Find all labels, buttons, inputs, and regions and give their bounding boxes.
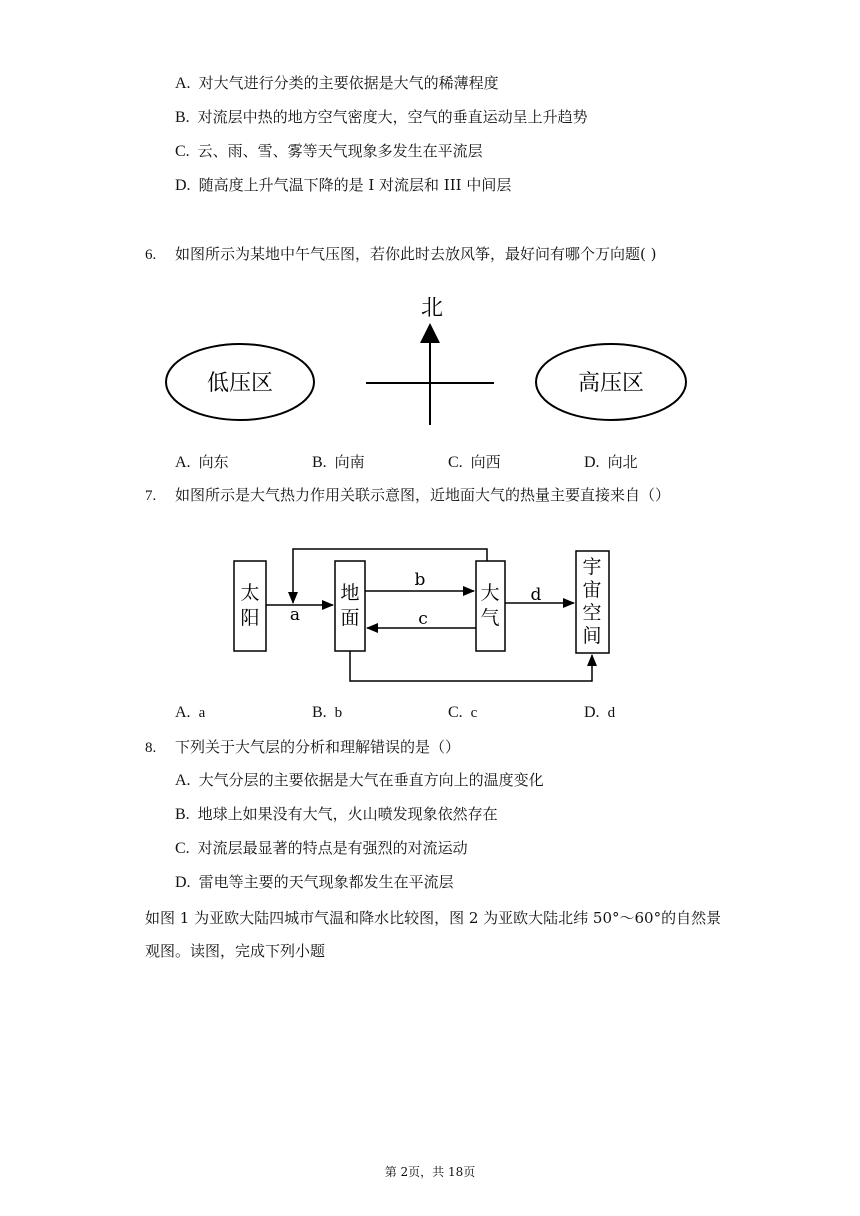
question-number: 6. [145,247,157,263]
option-text: a [198,705,206,721]
option-text: 地球上如果没有大气，火山喷发现象依然存在 [197,805,498,823]
option-text: 对流层中热的地方空气密度大，空气的垂直运动呈上升趋势 [197,108,588,126]
option-text: 向东 [198,453,229,471]
option-letter: D. [584,454,600,471]
question-number: 8. [145,740,157,756]
q6-option-b [312,451,365,472]
option-text: d [607,705,616,721]
label-a: a [289,605,301,625]
q8-option-d [175,871,454,892]
ground-label-2: 面 [340,607,360,629]
option-letter: A. [175,772,191,789]
option-text: 向北 [607,453,638,471]
q6-option-d [584,451,638,472]
option-letter: C. [175,143,190,160]
option-letter: A. [175,454,191,471]
label-c: c [418,609,428,629]
question-number: 7. [145,488,157,504]
option-text: 随高度上升气温下降的是 I 对流层和 III 中间层 [198,176,512,194]
ground-box [335,561,365,651]
option-text: 向西 [470,453,501,471]
option-text: 向南 [334,453,365,471]
option-letter: D. [175,177,191,194]
option-text: 雷电等主要的天气现象都发生在平流层 [198,873,454,891]
page-footer: 第 2页，共 18页 [384,1165,476,1179]
space-label-4: 间 [582,625,602,647]
option-letter: B. [312,704,327,721]
q7-option-b [312,703,342,722]
q8-option-c [175,837,468,858]
arrow-atmosphere-to-ground-loop [293,549,487,603]
option-letter: B. [312,454,327,471]
high-pressure-label: 高压区 [577,371,645,396]
question-text: 如图所示是大气热力作用关联示意图，近地面大气的热量主要直接来自（） [175,486,671,504]
space-label-1: 宇 [582,556,602,578]
q8-stem [145,736,460,757]
option-text: c [470,705,478,721]
q7-option-a [175,703,205,722]
low-pressure-label: 低压区 [206,371,274,396]
label-d: d [530,585,542,605]
q8-option-a [175,769,544,790]
sun-box [234,561,266,651]
space-label-3: 空 [582,602,602,624]
q6-option-c [448,451,501,472]
option-text: 对大气进行分类的主要依据是大气的稀薄程度 [198,74,499,92]
q7-option-d [584,703,615,722]
intro-line-2: 观图。读图，完成下列小题 [145,942,326,960]
q7-option-c [448,703,477,722]
atmosphere-label-1: 大 [480,582,500,604]
option-text: 云、雨、雪、雾等天气现象多发生在平流层 [197,142,483,160]
option-letter: A. [175,75,191,92]
option-letter: D. [584,704,600,721]
north-label: 北 [420,296,444,321]
q5-option-b [175,106,588,127]
option-letter: C. [448,704,463,721]
q6-option-a [175,451,229,472]
q5-option-c [175,140,483,161]
option-letter: B. [175,806,190,823]
option-letter: C. [175,840,190,857]
atmosphere-label-2: 气 [480,607,500,629]
label-b: b [414,570,426,590]
atmosphere-box [476,561,505,651]
q5-option-a [175,72,499,93]
option-letter: B. [175,109,190,126]
heat-flow-diagram [225,540,625,690]
ground-label-1: 地 [340,582,360,604]
q7-stem [145,484,670,505]
option-letter: C. [448,454,463,471]
q6-stem [145,243,657,264]
space-label-2: 宙 [582,579,602,601]
sun-label-1: 太 [240,582,260,604]
option-letter: D. [175,874,191,891]
arrow-ground-to-space-loop [350,651,592,681]
question-text: 如图所示为某地中午气压图，若你此时去放风筝，最好问有哪个万向题( ) [175,245,657,263]
pressure-diagram [150,285,710,435]
q8-option-b [175,803,498,824]
option-text: b [334,705,343,721]
option-text: 大气分层的主要依据是大气在垂直方向上的温度变化 [198,771,544,789]
q5-option-d [175,174,511,195]
option-letter: A. [175,704,191,721]
intro-line-1: 如图 1 为亚欧大陆四城市气温和降水比较图，图 2 为亚欧大陆北纬 50°～60°的自然景 [145,909,722,927]
option-text: 对流层最显著的特点是有强烈的对流运动 [197,839,468,857]
sun-label-2: 阳 [240,607,260,629]
question-text: 下列关于大气层的分析和理解错误的是（） [175,738,461,756]
